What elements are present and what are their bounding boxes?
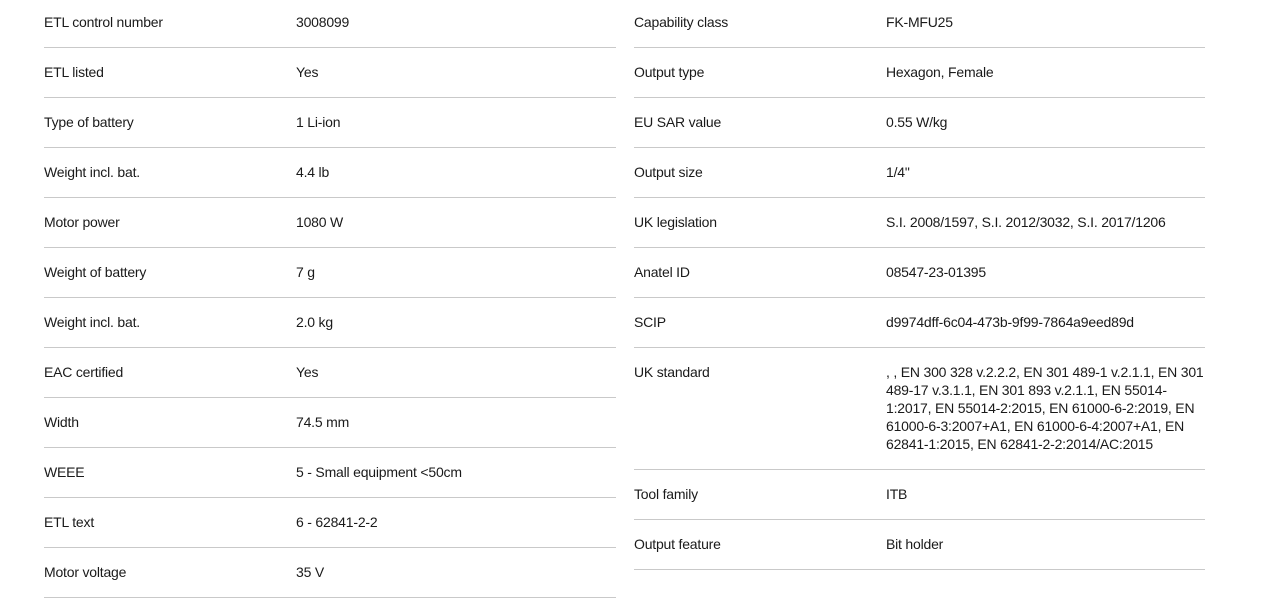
- spec-row: [634, 348, 1205, 470]
- spec-row: [634, 48, 1205, 98]
- spec-label: SCIP: [634, 314, 666, 330]
- spec-value: , , EN 300 328 v.2.2.2, EN 301 489-1 v.2.1.1, EN 301 489-17 v.3.1.1, EN 301 893 v.2.1.1, EN 55014-1:2017, EN 55014-2:2015, EN 61000-6-2:2019, EN 61000-6-3:2007+A1, EN 61000-6-4:2007+A1, EN 62841-1:2015, EN 62841-2-2:2014/AC:2015: [886, 364, 1204, 452]
- spec-value: 2.0 kg: [296, 314, 333, 330]
- spec-label: Output size: [634, 164, 703, 180]
- spec-value: Bit holder: [886, 536, 944, 552]
- spec-value: 5 - Small equipment <50cm: [296, 464, 462, 480]
- spec-value: 35 V: [296, 564, 324, 580]
- spec-label: UK legislation: [634, 214, 717, 230]
- spec-label: ETL text: [44, 514, 95, 530]
- spec-row: [44, 398, 616, 448]
- spec-value: 1/4": [886, 164, 910, 180]
- spec-value: ITB: [886, 486, 908, 502]
- spec-row: [634, 198, 1205, 248]
- spec-row: [44, 98, 616, 148]
- spec-value: Hexagon, Female: [886, 64, 994, 80]
- spec-value: 0.55 W/kg: [886, 114, 948, 130]
- spec-row: [44, 198, 616, 248]
- spec-label: ETL listed: [44, 64, 104, 80]
- spec-row: [44, 548, 616, 598]
- spec-row: [634, 520, 1205, 570]
- spec-label: Capability class: [634, 14, 729, 30]
- spec-row: [634, 298, 1205, 348]
- spec-label: Motor power: [44, 214, 120, 230]
- spec-column-right: [634, 0, 1205, 570]
- spec-row: [634, 148, 1205, 198]
- spec-row: [44, 448, 616, 498]
- spec-row: [44, 148, 616, 198]
- spec-value: 08547-23-01395: [886, 264, 986, 280]
- spec-row: [44, 298, 616, 348]
- spec-value: d9974dff-6c04-473b-9f99-7864a9eed89d: [886, 314, 1134, 330]
- spec-row: [44, 0, 616, 48]
- spec-label: EU SAR value: [634, 114, 722, 130]
- spec-value: 1 Li-ion: [296, 114, 341, 130]
- spec-label: Anatel ID: [634, 264, 690, 280]
- spec-label: Type of battery: [44, 114, 134, 130]
- spec-label: EAC certified: [44, 364, 124, 380]
- spec-value: FK-MFU25: [886, 14, 953, 30]
- spec-label: Output feature: [634, 536, 721, 552]
- spec-label: Motor voltage: [44, 564, 127, 580]
- spec-label: Weight incl. bat.: [44, 164, 140, 180]
- spec-row: [44, 348, 616, 398]
- spec-value: 6 - 62841-2-2: [296, 514, 378, 530]
- spec-value: Yes: [296, 64, 319, 80]
- spec-label: ETL control number: [44, 14, 163, 30]
- spec-value: 7 g: [296, 264, 315, 280]
- spec-label: Output type: [634, 64, 705, 80]
- spec-label: WEEE: [44, 464, 85, 480]
- spec-label: Width: [44, 414, 79, 430]
- spec-row: [44, 48, 616, 98]
- spec-value: 74.5 mm: [296, 414, 350, 430]
- spec-label: UK standard: [634, 364, 710, 380]
- spec-row: [634, 98, 1205, 148]
- spec-value: S.I. 2008/1597, S.I. 2012/3032, S.I. 2017/1206: [886, 214, 1166, 230]
- spec-row: [44, 498, 616, 548]
- spec-row: [634, 0, 1205, 48]
- spec-label: Weight incl. bat.: [44, 314, 140, 330]
- spec-label: Weight of battery: [44, 264, 147, 280]
- spec-row: [634, 470, 1205, 520]
- spec-value: Yes: [296, 364, 319, 380]
- spec-value: 3008099: [296, 14, 350, 30]
- spec-value: 1080 W: [296, 214, 344, 230]
- spec-column-left: [44, 0, 616, 598]
- spec-row: [634, 248, 1205, 298]
- spec-label: Tool family: [634, 486, 698, 502]
- spec-row: [44, 248, 616, 298]
- spec-value: 4.4 lb: [296, 164, 330, 180]
